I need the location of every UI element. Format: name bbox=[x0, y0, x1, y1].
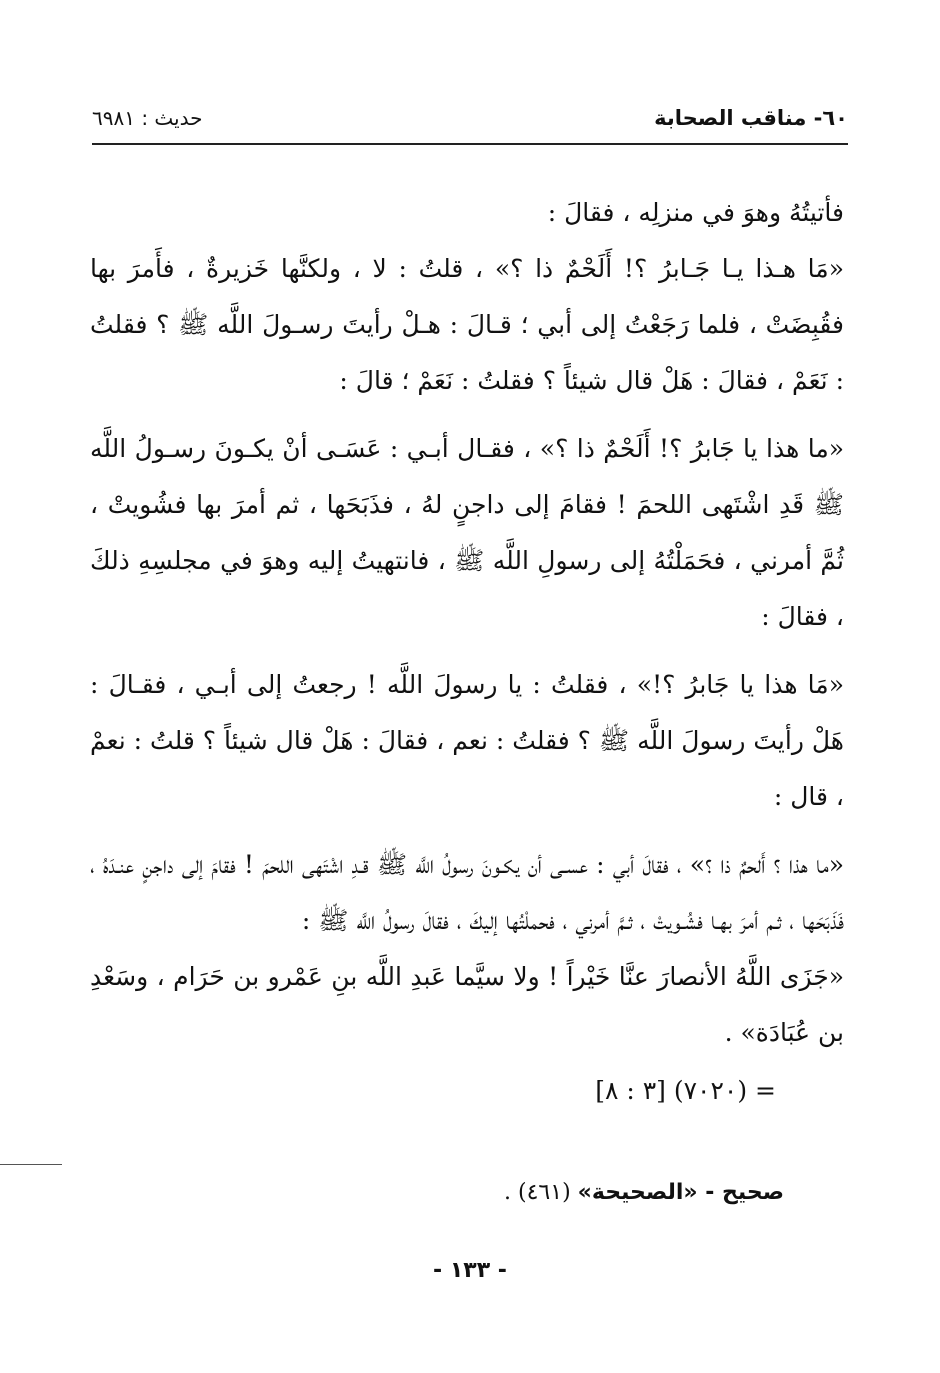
page-number: - ١٣٣ - bbox=[433, 1258, 507, 1283]
paragraph: فأتيتُهُ وهوَ في منزلِه ، فقالَ : bbox=[547, 198, 844, 227]
grade-label: صحيح - «الصحيحة» bbox=[577, 1180, 784, 1205]
hadith-number: حديث : ٦٩٨١ bbox=[92, 106, 203, 130]
header-divider bbox=[92, 143, 848, 145]
cross-reference: = (٧٠٢٠) [٣ : ٨] bbox=[595, 1076, 776, 1105]
paragraph: «ما هذا يا جَابرُ ؟! أَلَحْمٌ ذا ؟» ، فقـال أبـي : عَسَـى أنْ يكـونَ رسـولُ اللَّه ﷺ قَدِ اشْتَهى اللحمَ ! فقامَ إلى داجنٍ لهُ ، فذَبَحَها ، ثم أمرَ بها فشُويتْ ، ثُمَّ أمرني ، فحَمَلْتُهُ إلى رسولِ اللَّه ﷺ ، فانتهيتُ إليه وهوَ في مجلسِهِ ذلكَ ، فقالَ : bbox=[90, 434, 844, 631]
running-header bbox=[92, 104, 848, 136]
paragraph: «مَا هـذا يـا جَـابرُ ؟! أَلَحْمٌ ذا ؟» ، قلتُ : لا ، ولكنَّها خَزيرةٌ ، فأَمرَ بها فقُبِضَتْ ، فلما رَجَعْتُ إلى أبي ؛ قـالَ : هـلْ رأيتَ رسـولَ اللَّه ﷺ ؟ فقلتُ : نَعَمْ ، فقالَ : هَلْ قال شيئاً ؟ فقلتُ : نَعَمْ ؛ قالَ : bbox=[90, 254, 844, 395]
hadith-grade bbox=[504, 1180, 784, 1205]
grade-number: (٤٦١) . bbox=[504, 1180, 571, 1205]
paragraph: «ما هذا ؟ أَلحمٌ ذا ؟» ، فقالَ أبي : عسـى أن يكـونَ رسولُ اللَّه ﷺ قـدِ اشْتَهى اللحمَ ! فقامَ إلى داجنٍ عنـدَهُ ، فَذَبَحَها ، ثـم أمرَ بهـا فشُـويتْ ، ثـمَّ أمرني ، فحملْتُها إليكَ ، فقالَ رسولُ اللَّه ﷺ : bbox=[90, 850, 844, 935]
chapter-title: ٦٠- مناقب الصحابة bbox=[654, 106, 848, 130]
footnote-divider bbox=[0, 1164, 62, 1165]
paragraph: «جَزَى اللَّهُ الأنصارَ عنَّا خَيْراً ! ولا سيَّما عَبدِ اللَّه بنِ عَمْرو بن حَرَام ، وسَعْدِ بن عُبَادَة» . bbox=[90, 962, 844, 1047]
main-text bbox=[90, 185, 844, 1119]
paragraph: «مَا هذا يا جَابرُ ؟!» ، فقلتُ : يا رسولَ اللَّه ! رجعتُ إلى أبـي ، فقـالَ : هَلْ رأيتَ رسولَ اللَّه ﷺ ؟ فقلتُ : نعم ، فقالَ : هَلْ قال شيئاً ؟ قلتُ : نعمْ ، قال : bbox=[90, 670, 844, 811]
